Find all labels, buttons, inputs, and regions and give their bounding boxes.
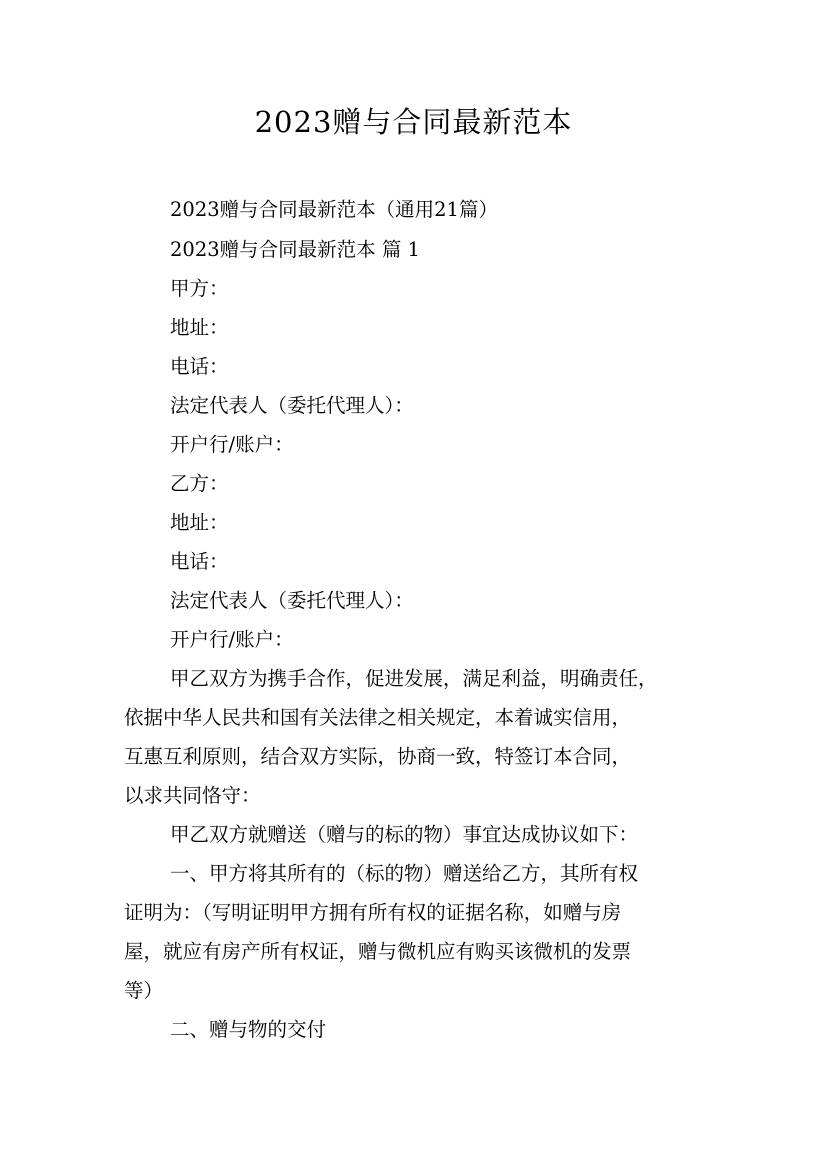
party-a-phone: 电话： xyxy=(170,355,229,378)
party-b-label: 乙方： xyxy=(170,472,229,495)
clause-one-line: 等） xyxy=(124,979,164,1002)
clause-one-line: 证明为：（写明证明甲方拥有所有权的证据名称，如赠与房 xyxy=(124,901,622,924)
party-b-address: 地址： xyxy=(170,511,229,534)
party-b-bank-account: 开户行/账户： xyxy=(170,628,294,651)
paragraph-line: 依据中华人民共和国有关法律之相关规定，本着诚实信用， xyxy=(124,706,632,729)
party-b-phone: 电话： xyxy=(170,550,229,573)
clause-one-line: 屋，就应有房产所有权证，赠与微机应有购买该微机的发票 xyxy=(124,940,632,963)
section-heading: 2023赠与合同最新范本 篇 1 xyxy=(170,238,420,261)
party-a-label: 甲方： xyxy=(170,277,229,300)
agreement-intro: 甲乙双方就赠送（赠与的标的物）事宜达成协议如下： xyxy=(170,823,639,846)
subtitle-line: 2023赠与合同最新范本（通用21篇） xyxy=(170,198,498,221)
party-b-representative: 法定代表人（委托代理人）： xyxy=(170,589,414,612)
party-a-address: 地址： xyxy=(170,316,229,339)
paragraph-line: 互惠互利原则，结合双方实际，协商一致，特签订本合同， xyxy=(124,745,632,768)
paragraph-line: 以求共同恪守： xyxy=(124,784,261,807)
clause-one-line: 一、甲方将其所有的（标的物）赠送给乙方，其所有权 xyxy=(170,862,639,885)
document-title: 2023赠与合同最新范本 xyxy=(254,105,573,139)
clause-two-heading: 二、赠与物的交付 xyxy=(170,1018,327,1041)
party-a-bank-account: 开户行/账户： xyxy=(170,433,294,456)
paragraph-line: 甲乙双方为携手合作，促进发展，满足利益，明确责任， xyxy=(170,667,658,690)
party-a-representative: 法定代表人（委托代理人）： xyxy=(170,394,414,417)
